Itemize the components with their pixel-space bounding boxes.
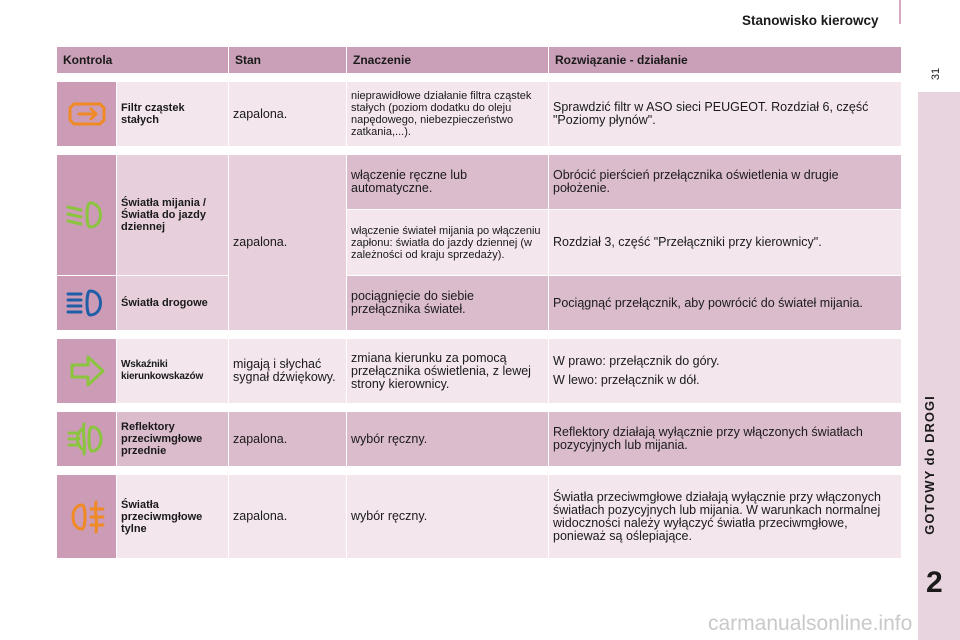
state-text: zapalona. xyxy=(233,235,288,249)
column-header-meaning: Znaczenie xyxy=(347,47,549,74)
meaning-text: wybór ręczny. xyxy=(351,509,428,523)
rear-fog-lamp-icon xyxy=(60,490,114,544)
action-text: Pociągnąć przełącznik, aby powrócić do świateł mijania. xyxy=(553,295,863,310)
control-name: Filtr cząstek stałych xyxy=(121,102,185,126)
action-text: Obrócić pierścień przełącznika oświetlenia w drugie położenie. xyxy=(553,168,839,195)
dipped-beam-icon xyxy=(60,188,114,242)
header-divider xyxy=(899,0,901,24)
table-row xyxy=(57,155,902,210)
column-header-action: Rozwiązanie - działanie xyxy=(549,47,902,74)
control-name: Światła przeciwmgłowe tylne xyxy=(121,498,203,535)
page-header-title: Stanowisko kierowcy xyxy=(742,13,879,28)
meaning-text: zmiana kierunku za pomocą przełącznika oświetlenia, z lewej strony kierownicy. xyxy=(351,350,531,391)
meaning-text: wybór ręczny. xyxy=(351,431,428,446)
state-text: zapalona. xyxy=(233,431,288,446)
action-text: W lewo: przełącznik w dół. xyxy=(553,373,700,387)
column-header-control: Kontrola xyxy=(57,47,229,74)
control-name: Reflektory przeciwmgłowe przednie xyxy=(121,421,203,457)
table-header-row xyxy=(57,47,902,74)
column-header-state: Stan xyxy=(229,47,347,74)
warning-lights-table xyxy=(56,46,902,559)
turn-indicator-icon xyxy=(60,344,114,398)
action-text: Reflektory działają wyłącznie przy włączonych światłach pozycyjnych lub mijania. xyxy=(553,425,863,452)
meaning-text: włączenie świateł mijania po włączeniu zapłonu: światła do jazdy dziennej (w zależności od kraju sprzedaży). xyxy=(351,224,541,261)
control-name: Wskaźniki kierunkowskazów xyxy=(121,359,204,382)
watermark: carmanualsonline.info xyxy=(708,612,913,635)
page-number: 31 xyxy=(930,67,942,81)
particle-filter-warning-icon xyxy=(60,87,114,141)
action-text: Sprawdzić filtr w ASO sieci PEUGEOT. Rozdział 6, część "Poziomy płynów". xyxy=(553,100,869,127)
table-row xyxy=(57,82,902,147)
table-row xyxy=(57,475,902,559)
meaning-text: włączenie ręczne lub automatyczne. xyxy=(351,168,468,195)
state-text: zapalona. xyxy=(233,509,288,523)
action-text: W prawo: przełącznik do góry. xyxy=(553,354,720,368)
meaning-text: nieprawidłowe działanie filtra cząstek stałych (poziom dodatku do oleju napędowego, niebezpieczeństwo zatkania,...). xyxy=(351,90,532,138)
state-text: zapalona. xyxy=(233,106,288,121)
chapter-number: 2 xyxy=(926,566,943,599)
front-fog-lamp-icon xyxy=(60,412,114,466)
action-text: Rozdział 3, część "Przełączniki przy kierownicy". xyxy=(553,235,822,249)
table-row xyxy=(57,412,902,467)
chapter-label: GOTOWY do DROGI xyxy=(922,395,937,535)
meaning-text: pociągnięcie do siebie przełącznika świateł. xyxy=(351,289,475,316)
main-beam-icon xyxy=(60,276,114,330)
state-text: migają i słychać sygnał dźwiękowy. xyxy=(233,357,336,384)
action-text: Światła przeciwmgłowe działają wyłącznie przy włączonych światłach pozycyjnych lub mijania. W warunkach normalnej widoczności należy wyłączyć światła przeciwmgłowe, ponieważ są oślepiające. xyxy=(553,489,881,543)
control-name: Światła mijania / Światła do jazdy dziennej xyxy=(121,197,206,233)
control-name: Światła drogowe xyxy=(121,297,208,309)
table-row xyxy=(57,276,902,331)
table-row xyxy=(57,339,902,404)
